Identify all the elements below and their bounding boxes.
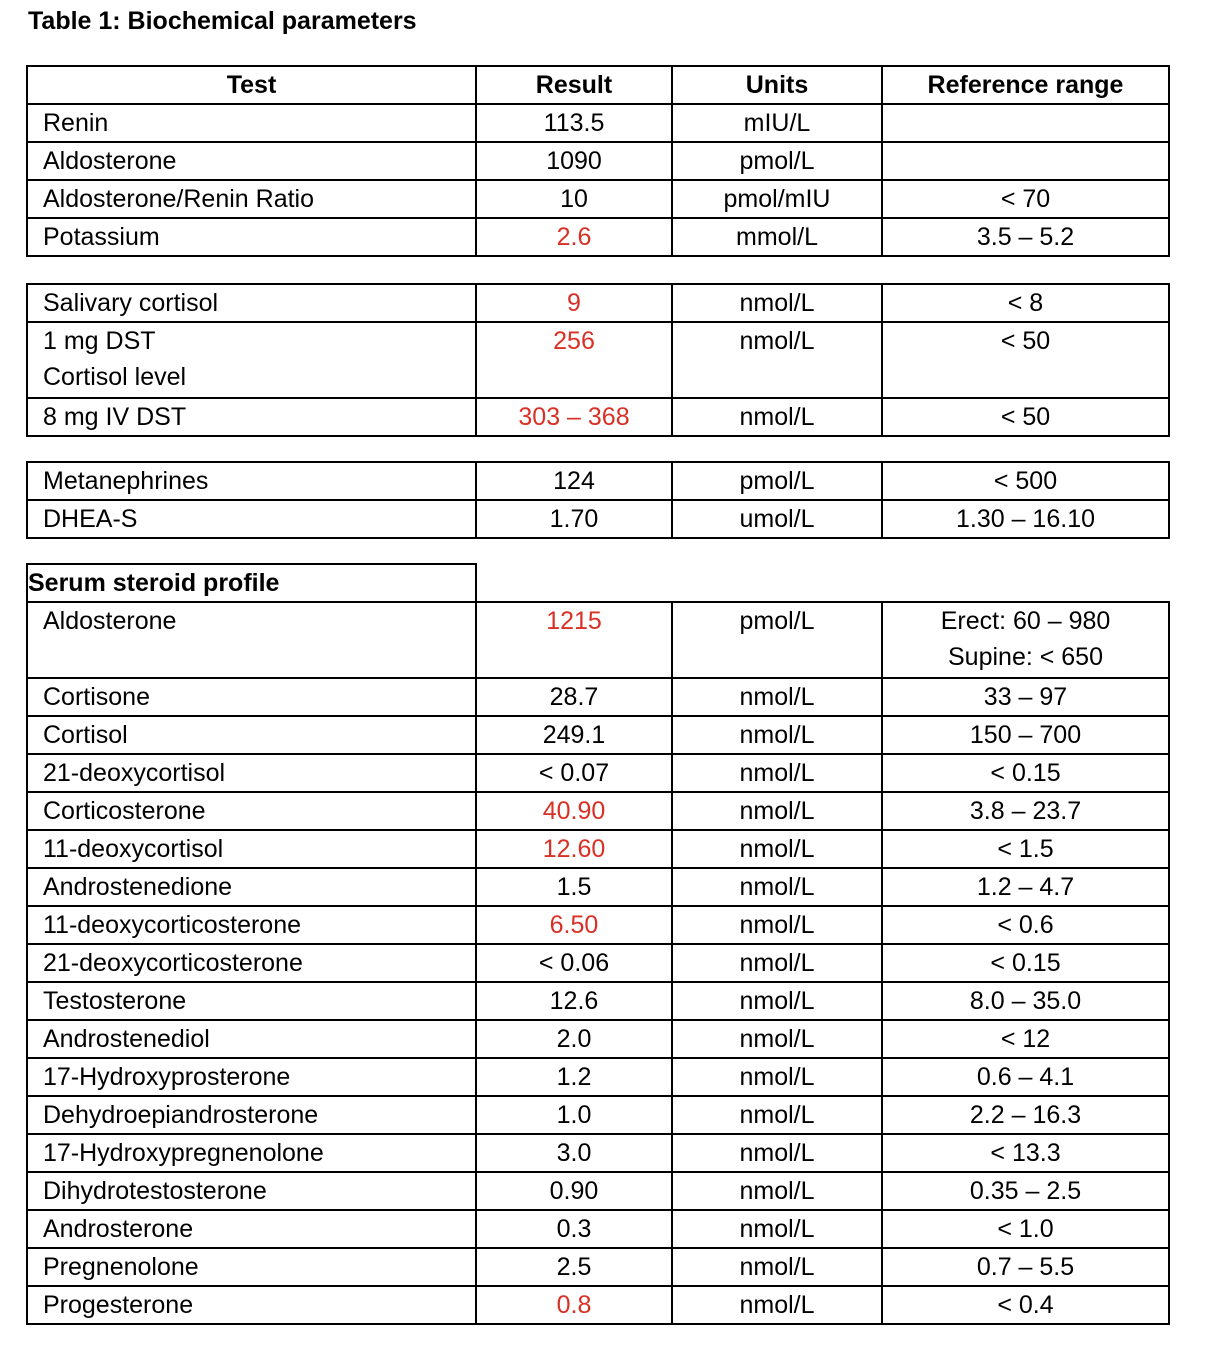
reference-range	[882, 602, 1169, 678]
units-value: nmol/L	[672, 284, 882, 322]
test-name: 11-deoxycorticosterone	[27, 906, 476, 944]
units-value: mIU/L	[672, 104, 882, 142]
test-name: 8 mg IV DST	[27, 398, 476, 436]
reference-range: < 12	[882, 1020, 1169, 1058]
test-name-line2: Cortisol level	[43, 363, 187, 391]
units-value: nmol/L	[672, 1020, 882, 1058]
reference-range	[882, 104, 1169, 142]
table1-body	[27, 104, 1169, 256]
table-metanephrines	[26, 461, 1170, 539]
result-value: 3.0	[476, 1134, 672, 1172]
result-value: 1090	[476, 142, 672, 180]
test-name: 17-Hydroxypregnenolone	[27, 1134, 476, 1172]
units-value: nmol/L	[672, 906, 882, 944]
test-name	[27, 322, 476, 398]
reference-range: < 0.6	[882, 906, 1169, 944]
result-value: 0.8	[476, 1286, 672, 1324]
header-test: Test	[27, 66, 476, 104]
table-row	[27, 792, 1169, 830]
test-name: 11-deoxycortisol	[27, 830, 476, 868]
table-row	[27, 1096, 1169, 1134]
table-title: Table 1: Biochemical parameters	[28, 7, 417, 35]
table-row	[27, 322, 1169, 398]
units-value: umol/L	[672, 500, 882, 538]
table-row	[27, 1248, 1169, 1286]
result-value: < 0.07	[476, 754, 672, 792]
units-value: nmol/L	[672, 792, 882, 830]
reference-range: < 0.15	[882, 754, 1169, 792]
units-value: nmol/L	[672, 982, 882, 1020]
reference-range: 0.35 – 2.5	[882, 1172, 1169, 1210]
table-row	[27, 218, 1169, 256]
result-value: 124	[476, 462, 672, 500]
table-row	[27, 906, 1169, 944]
result-value: 1.70	[476, 500, 672, 538]
units-value: nmol/L	[672, 1096, 882, 1134]
table-row	[27, 500, 1169, 538]
test-name: Aldosterone	[27, 602, 476, 678]
reference-range: 150 – 700	[882, 716, 1169, 754]
table-row	[27, 1020, 1169, 1058]
result-value: 1.2	[476, 1058, 672, 1096]
reference-range: < 70	[882, 180, 1169, 218]
reference-range: 1.2 – 4.7	[882, 868, 1169, 906]
units-value: nmol/L	[672, 944, 882, 982]
test-name: Androstenediol	[27, 1020, 476, 1058]
test-name: Metanephrines	[27, 462, 476, 500]
table-row	[27, 982, 1169, 1020]
test-name: Salivary cortisol	[27, 284, 476, 322]
table-renin-aldosterone	[26, 65, 1170, 257]
test-name: Testosterone	[27, 982, 476, 1020]
result-value: 9	[476, 284, 672, 322]
reference-range: 8.0 – 35.0	[882, 982, 1169, 1020]
header-units: Units	[672, 66, 882, 104]
result-value: 2.0	[476, 1020, 672, 1058]
test-name: Androstenedione	[27, 868, 476, 906]
reference-range: 0.6 – 4.1	[882, 1058, 1169, 1096]
reference-range: < 0.4	[882, 1286, 1169, 1324]
table-row	[27, 830, 1169, 868]
units-value: nmol/L	[672, 1286, 882, 1324]
test-name-line1: 1 mg DST	[43, 327, 156, 355]
reference-range: < 13.3	[882, 1134, 1169, 1172]
units-value: nmol/L	[672, 754, 882, 792]
result-value: < 0.06	[476, 944, 672, 982]
table-steroid-profile	[26, 563, 1170, 1325]
table-row	[27, 602, 1169, 678]
table-cortisol	[26, 283, 1170, 437]
table-row	[27, 142, 1169, 180]
units-value: nmol/L	[672, 322, 882, 398]
units-value: pmol/mIU	[672, 180, 882, 218]
steroid-profile-heading: Serum steroid profile	[27, 564, 476, 602]
table-row	[27, 1134, 1169, 1172]
header-reference: Reference range	[882, 66, 1169, 104]
result-value: 2.5	[476, 1248, 672, 1286]
heading-spacer	[476, 564, 1169, 602]
steroid-rows-body	[27, 678, 1169, 1324]
header-row	[27, 66, 1169, 104]
test-name: Progesterone	[27, 1286, 476, 1324]
table-row	[27, 284, 1169, 322]
units-value: nmol/L	[672, 398, 882, 436]
units-value: nmol/L	[672, 1248, 882, 1286]
result-value: 249.1	[476, 716, 672, 754]
result-value: 1215	[476, 602, 672, 678]
result-value: 303 – 368	[476, 398, 672, 436]
test-name: Cortisol	[27, 716, 476, 754]
result-value: 113.5	[476, 104, 672, 142]
table-row	[27, 462, 1169, 500]
test-name: Androsterone	[27, 1210, 476, 1248]
result-value: 0.3	[476, 1210, 672, 1248]
result-value: 0.90	[476, 1172, 672, 1210]
reference-supine: Supine: < 650	[948, 643, 1103, 671]
reference-range: < 1.0	[882, 1210, 1169, 1248]
test-name: Aldosterone	[27, 142, 476, 180]
header-result: Result	[476, 66, 672, 104]
reference-range: < 0.15	[882, 944, 1169, 982]
units-value: nmol/L	[672, 716, 882, 754]
table3-body	[27, 462, 1169, 538]
test-name: Renin	[27, 104, 476, 142]
test-name: Aldosterone/Renin Ratio	[27, 180, 476, 218]
test-name: 21-deoxycorticosterone	[27, 944, 476, 982]
units-value: nmol/L	[672, 678, 882, 716]
reference-range: 2.2 – 16.3	[882, 1096, 1169, 1134]
test-name: Corticosterone	[27, 792, 476, 830]
table-row	[27, 868, 1169, 906]
units-value: nmol/L	[672, 1172, 882, 1210]
reference-range: < 50	[882, 398, 1169, 436]
reference-range	[882, 142, 1169, 180]
table-row	[27, 1058, 1169, 1096]
table-row	[27, 1172, 1169, 1210]
table-row	[27, 104, 1169, 142]
reference-range: 3.5 – 5.2	[882, 218, 1169, 256]
result-value: 256	[476, 322, 672, 398]
units-value: nmol/L	[672, 1058, 882, 1096]
units-value: nmol/L	[672, 830, 882, 868]
result-value: 1.0	[476, 1096, 672, 1134]
table-row	[27, 944, 1169, 982]
table-row	[27, 1210, 1169, 1248]
result-value: 6.50	[476, 906, 672, 944]
test-name: Cortisone	[27, 678, 476, 716]
units-value: nmol/L	[672, 868, 882, 906]
reference-range: < 50	[882, 322, 1169, 398]
reference-range: 33 – 97	[882, 678, 1169, 716]
test-name: DHEA-S	[27, 500, 476, 538]
units-value: nmol/L	[672, 1210, 882, 1248]
result-value: 12.6	[476, 982, 672, 1020]
units-value: pmol/L	[672, 602, 882, 678]
reference-range: 1.30 – 16.10	[882, 500, 1169, 538]
table-row	[27, 1286, 1169, 1324]
result-value: 28.7	[476, 678, 672, 716]
table-row	[27, 678, 1169, 716]
table-row	[27, 754, 1169, 792]
units-value: pmol/L	[672, 142, 882, 180]
result-value: 2.6	[476, 218, 672, 256]
table2-body	[27, 284, 1169, 436]
units-value: mmol/L	[672, 218, 882, 256]
result-value: 12.60	[476, 830, 672, 868]
reference-range: < 500	[882, 462, 1169, 500]
reference-erect: Erect: 60 – 980	[940, 607, 1111, 635]
test-name: Potassium	[27, 218, 476, 256]
test-name: Dihydrotestosterone	[27, 1172, 476, 1210]
table-row	[27, 180, 1169, 218]
reference-range: < 8	[882, 284, 1169, 322]
test-name: Dehydroepiandrosterone	[27, 1096, 476, 1134]
test-name: 21-deoxycortisol	[27, 754, 476, 792]
units-value: nmol/L	[672, 1134, 882, 1172]
reference-range: < 1.5	[882, 830, 1169, 868]
result-value: 1.5	[476, 868, 672, 906]
result-value: 10	[476, 180, 672, 218]
units-value: pmol/L	[672, 462, 882, 500]
steroid-heading-row	[27, 564, 1169, 602]
reference-range: 3.8 – 23.7	[882, 792, 1169, 830]
test-name: 17-Hydroxyprosterone	[27, 1058, 476, 1096]
result-value: 40.90	[476, 792, 672, 830]
table-row	[27, 716, 1169, 754]
reference-range: 0.7 – 5.5	[882, 1248, 1169, 1286]
table-row	[27, 398, 1169, 436]
test-name: Pregnenolone	[27, 1248, 476, 1286]
